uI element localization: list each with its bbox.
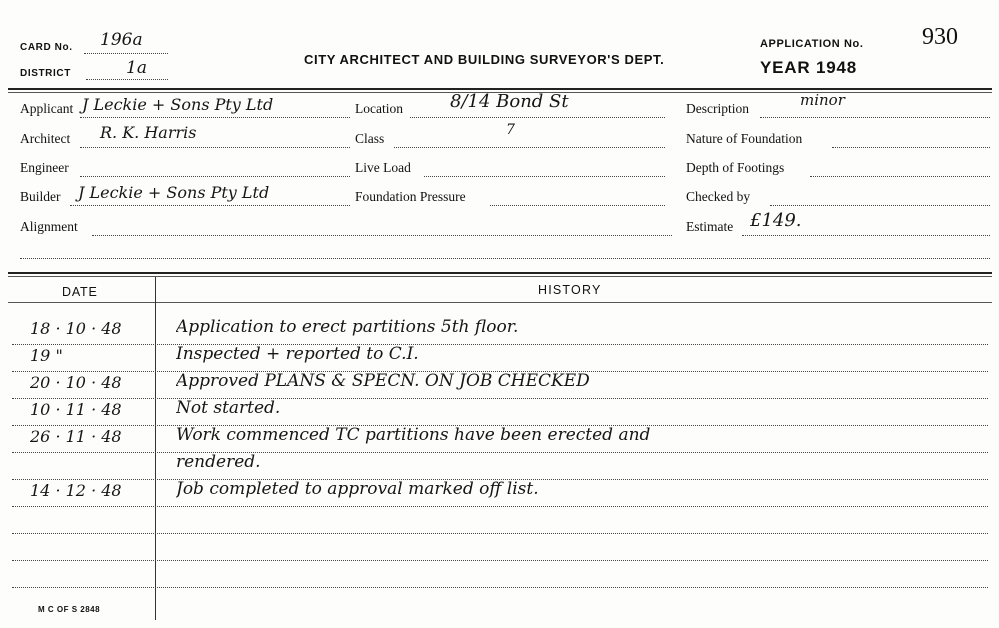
- live-load-label: Live Load: [355, 160, 411, 175]
- row-rule: [12, 398, 988, 399]
- history-column-header: HISTORY: [538, 283, 602, 297]
- table-row: [8, 452, 988, 479]
- table-row: [8, 425, 988, 452]
- form-code: M C OF S 2848: [38, 605, 101, 614]
- table-row: [8, 398, 988, 425]
- district-value: 1a: [126, 58, 147, 78]
- builder-value: J Leckie + Sons Pty Ltd: [78, 183, 270, 202]
- row-rule: [12, 425, 988, 426]
- history-date: 20 · 10 · 48: [30, 373, 122, 392]
- estimate-label: Estimate: [686, 219, 734, 234]
- application-no-value: 930: [922, 24, 958, 50]
- architect-value: R. K. Harris: [100, 123, 197, 142]
- history-entry: Work commenced TC partitions have been erected and: [176, 425, 651, 445]
- row-rule: [12, 533, 988, 534]
- table-row: [8, 317, 988, 344]
- row-rule: [12, 587, 988, 588]
- engineer-label: Engineer: [20, 160, 69, 175]
- estimate-value: £149.: [750, 210, 802, 231]
- history-entry: Inspected + reported to C.I.: [176, 344, 419, 364]
- row-rule: [12, 479, 988, 480]
- history-entry: Application to erect partitions 5th floor.: [176, 317, 519, 337]
- foundation-pressure-label: Foundation Pressure: [355, 189, 466, 204]
- history-date: 18 · 10 · 48: [30, 319, 122, 338]
- applicant-value: J Leckie + Sons Pty Ltd: [82, 95, 274, 114]
- depth-of-footings-label: Depth of Footings: [686, 160, 785, 175]
- table-row: [8, 371, 988, 398]
- history-date: 26 · 11 · 48: [30, 427, 122, 446]
- nature-of-foundation-label: Nature of Foundation: [686, 131, 803, 146]
- history-date: 19 ": [30, 346, 63, 365]
- row-rule: [12, 560, 988, 561]
- history-entry: Not started.: [176, 398, 281, 418]
- builder-label: Builder: [20, 189, 61, 204]
- description-value: minor: [800, 91, 845, 109]
- class-label: Class: [355, 131, 385, 146]
- department-title: CITY ARCHITECT AND BUILDING SURVEYOR'S DEPT.: [304, 52, 665, 67]
- checked-by-label: Checked by: [686, 189, 751, 204]
- class-value: 7: [506, 122, 515, 138]
- card-no-label: CARD No.: [20, 42, 73, 53]
- row-rule: [12, 452, 988, 453]
- location-label: Location: [355, 101, 403, 116]
- application-no-label: APPLICATION No.: [760, 38, 864, 50]
- description-label: Description: [686, 101, 749, 116]
- history-entry: Job completed to approval marked off list.: [176, 479, 539, 499]
- applicant-label: Applicant: [20, 101, 74, 116]
- history-entry: rendered.: [176, 452, 261, 472]
- row-rule: [12, 371, 988, 372]
- table-row: [8, 479, 988, 506]
- history-entry: Approved PLANS & SPECN. ON JOB CHECKED: [176, 371, 590, 391]
- row-rule: [12, 344, 988, 345]
- year-label: YEAR 1948: [760, 58, 857, 77]
- table-row: [8, 344, 988, 371]
- card-no-value: 196a: [100, 30, 143, 50]
- history-date: 14 · 12 · 48: [30, 481, 122, 500]
- district-label: DISTRICT: [20, 68, 71, 79]
- date-column-header: DATE: [62, 285, 98, 299]
- history-date: 10 · 11 · 48: [30, 400, 122, 419]
- row-rule: [12, 506, 988, 507]
- location-value: 8/14 Bond St: [450, 91, 569, 112]
- alignment-label: Alignment: [20, 219, 78, 234]
- architect-label: Architect: [20, 131, 71, 146]
